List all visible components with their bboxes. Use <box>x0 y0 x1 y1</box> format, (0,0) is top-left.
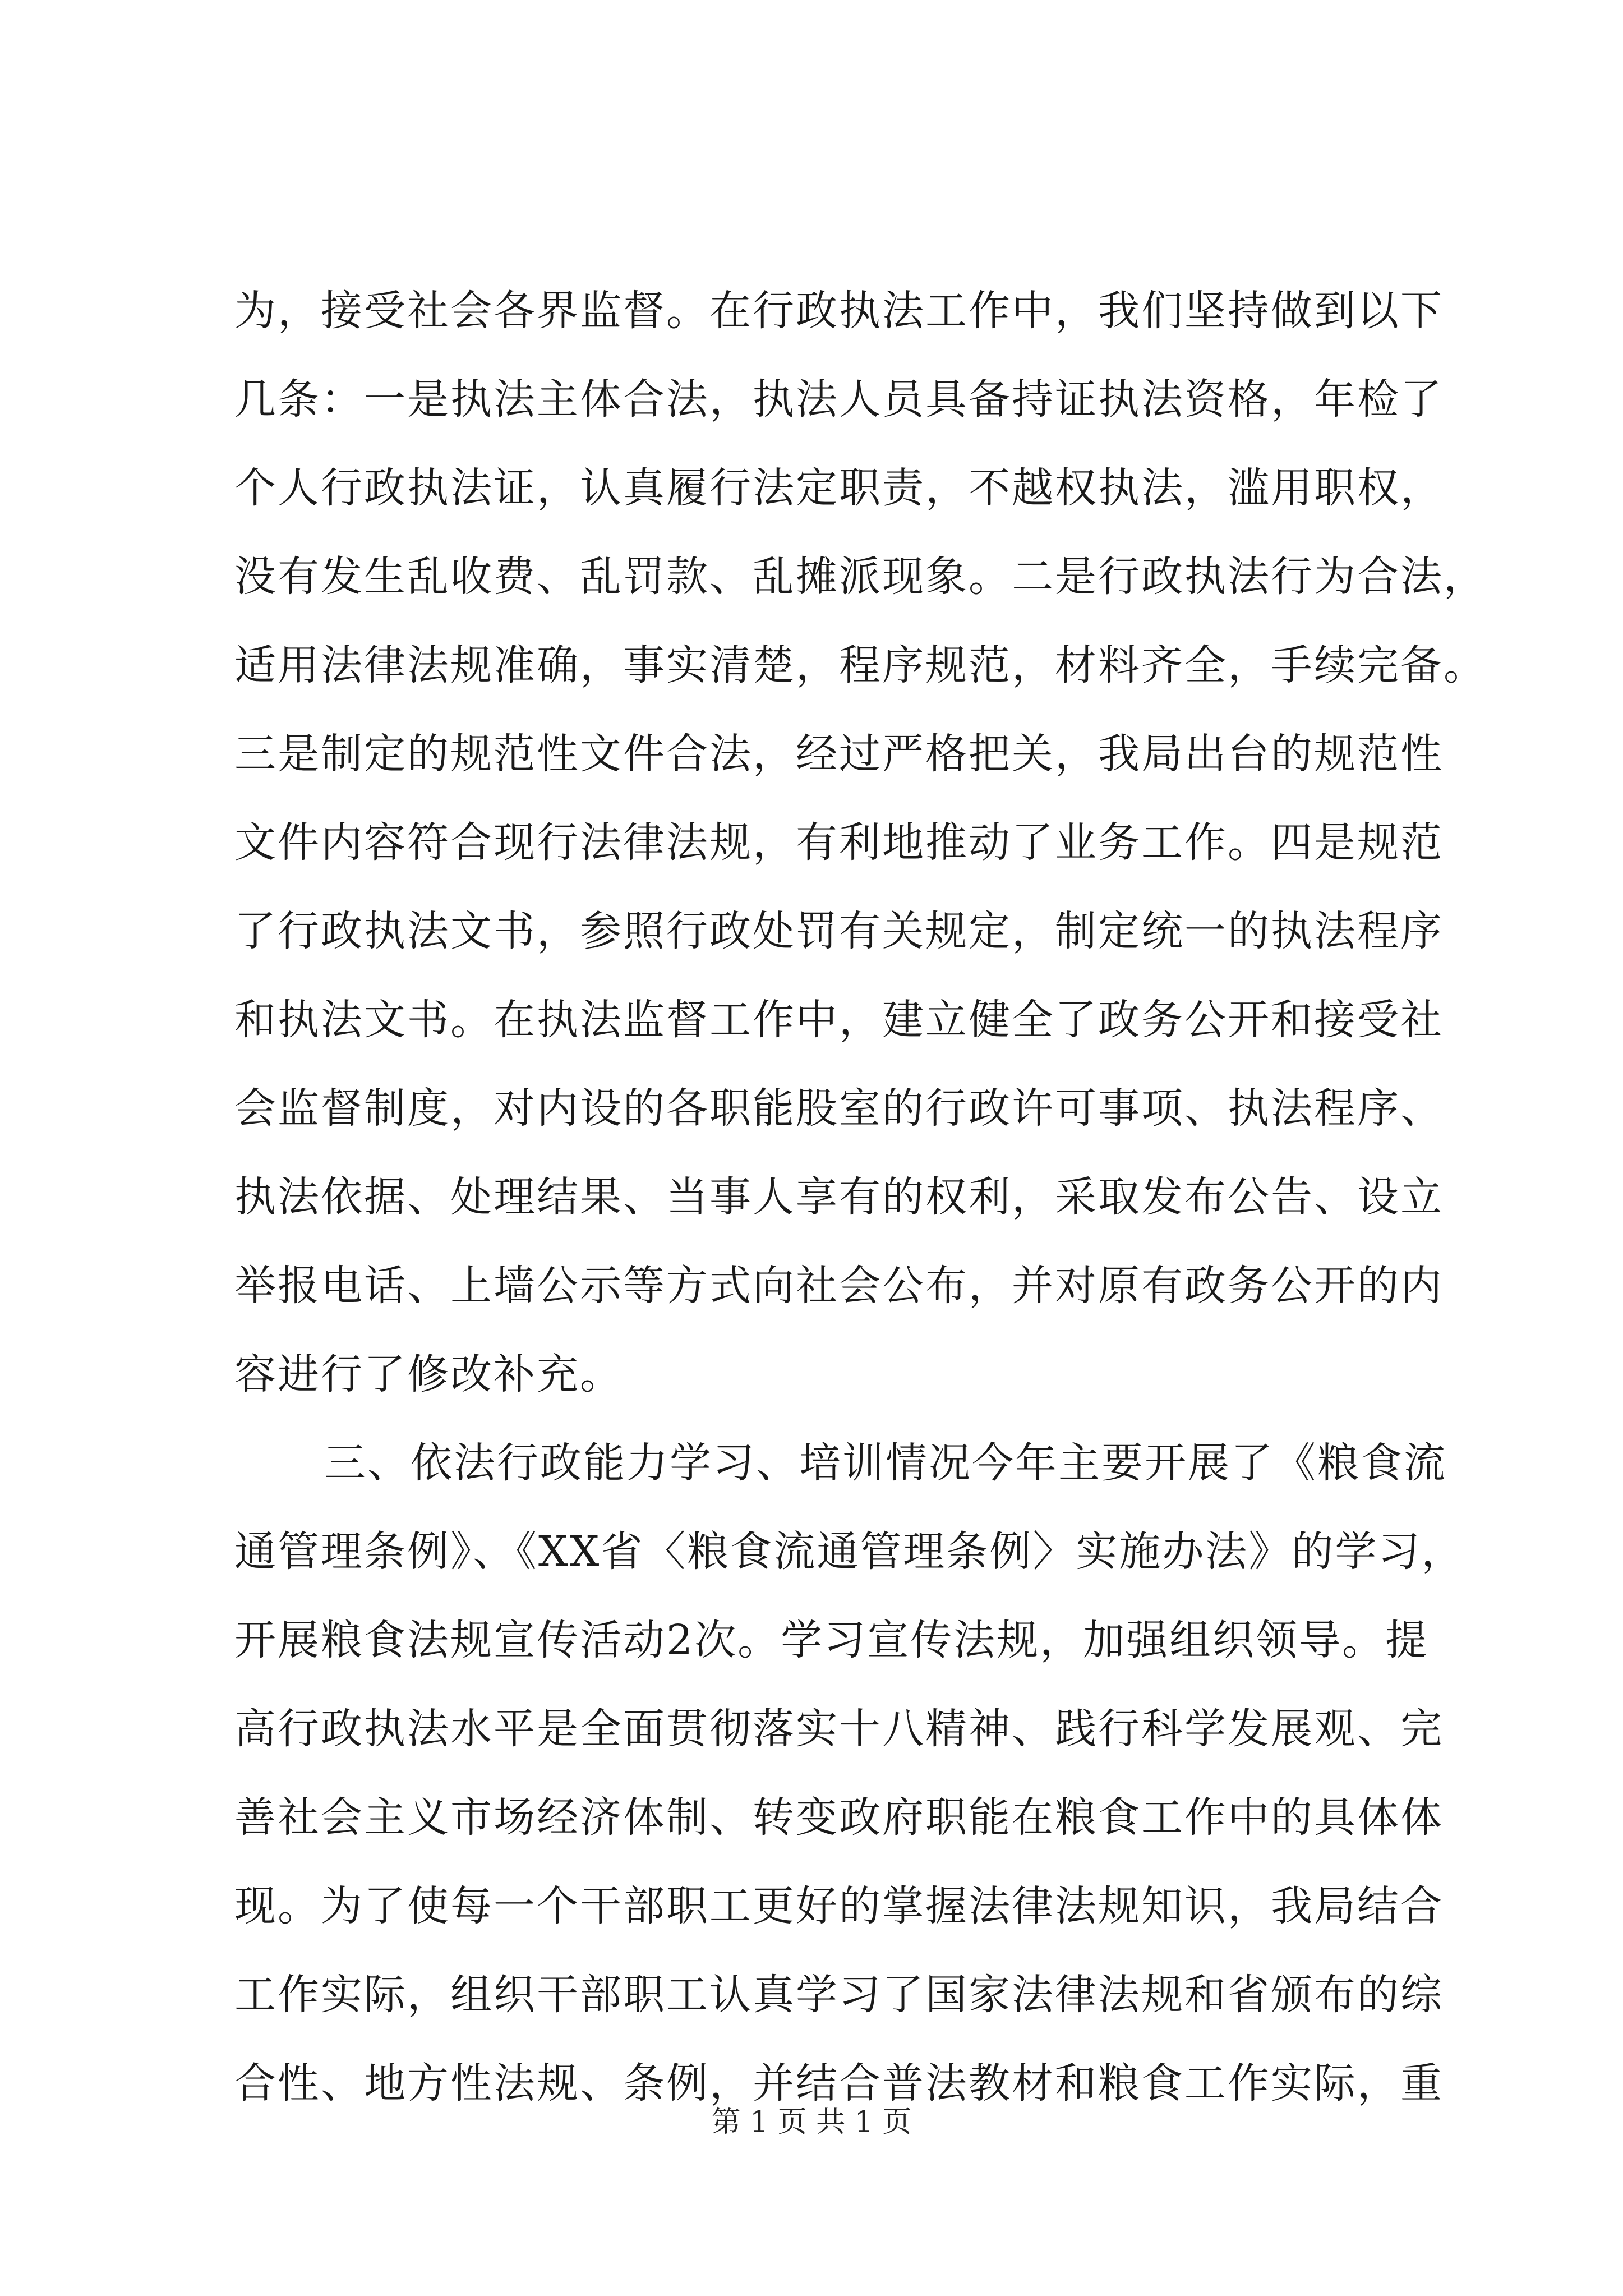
text-line: 通管理条例》、《XX省〈粮食流通管理条例〉实施办法》的学习， <box>234 1527 1465 1576</box>
text-line: 为，接受社会各界监督。在行政执法工作中，我们坚持做到以下 <box>234 287 1444 335</box>
document-body <box>234 266 1487 2128</box>
text-line: 高行政执法水平是全面贯彻落实十八精神、践行科学发展观、完 <box>234 1705 1444 1753</box>
page-number-footer: 第 1 页 共 1 页 <box>711 2105 912 2139</box>
text-line: 个人行政执法证，认真履行法定职责，不越权执法，滥用职权， <box>234 464 1444 512</box>
text-line: 现。为了使每一个干部职工更好的掌握法律法规知识，我局结合 <box>234 1882 1444 1930</box>
text-line: 几条：一是执法主体合法，执法人员具备持证执法资格，年检了 <box>234 375 1444 424</box>
text-line: 工作实际，组织干部职工认真学习了国家法律法规和省颁布的综 <box>234 1971 1444 2019</box>
text-line: 文件内容符合现行法律法规，有利地推动了业务工作。四是规范 <box>234 818 1444 867</box>
text-line: 容进行了修改补充。 <box>234 1350 623 1398</box>
text-line: 适用法律法规准确，事实清楚，程序规范，材料齐全，手续完备。 <box>234 641 1487 689</box>
text-line: 和执法文书。在执法监督工作中，建立健全了政务公开和接受社 <box>234 996 1444 1044</box>
text-line: 了行政执法文书，参照行政处罚有关规定，制定统一的执法程序 <box>234 907 1444 955</box>
text-line: 三是制定的规范性文件合法，经过严格把关，我局出台的规范性 <box>234 730 1444 778</box>
text-line: 举报电话、上墙公示等方式向社会公布，并对原有政务公开的内 <box>234 1262 1444 1310</box>
text-line: 合性、地方性法规、条例，并结合普法教材和粮食工作实际，重 <box>234 2059 1444 2108</box>
section-heading-line: 三、依法行政能力学习、培训情况今年主要开展了《粮食流 <box>324 1439 1447 1487</box>
text-line: 执法依据、处理结果、当事人享有的权利，采取发布公告、设立 <box>234 1173 1444 1221</box>
text-line: 没有发生乱收费、乱罚款、乱摊派现象。二是行政执法行为合法， <box>234 553 1487 601</box>
text-line: 会监督制度，对内设的各职能股室的行政许可事项、执法程序、 <box>234 1084 1444 1133</box>
text-line: 善社会主义市场经济体制、转变政府职能在粮食工作中的具体体 <box>234 1793 1444 1842</box>
text-line: 开展粮食法规宣传活动2次。学习宣传法规，加强组织领导。提 <box>234 1616 1429 1664</box>
